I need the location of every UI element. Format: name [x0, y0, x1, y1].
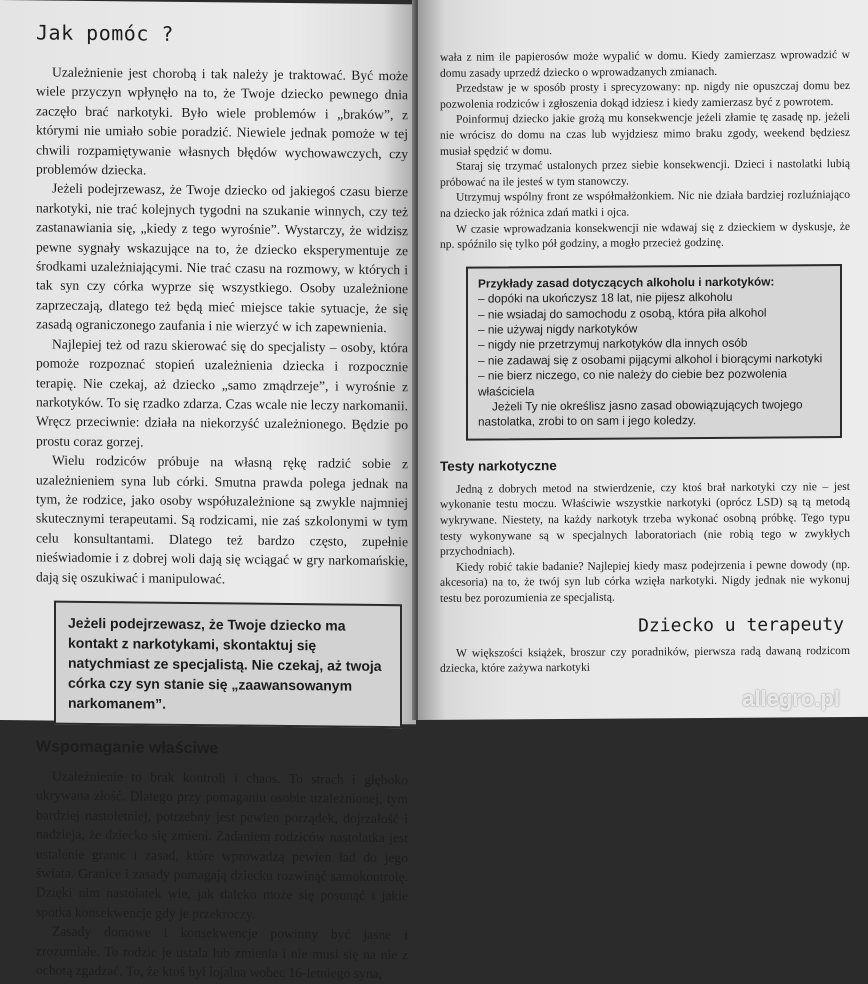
- list-item: – nie używaj nigdy narkotyków: [478, 321, 638, 337]
- paragraph: Jeżeli podejrzewasz, że Twoje dziecko od jakiegoś czasu bierze narkotyki, nie trać kolejnych tygodni na szukanie winnych, czy też zastanawiania się, „kiedy z tego wyrośnie”. Wystarczy, że widzisz pewne sygnały wskazujące na to, że dziecko eksperymentuje ze środkami uzależniającymi. Nie trać czasu na rozmowy, w których i tak syn czy córka wyprze się wszystkiego. Osoby uzależnione zaprzeczają, dlatego też będą mieć miejsce takie sytuacje, że się zasadą ograniczonego zaufania i nie wierzyć w ich zapewnienia.: [36, 180, 408, 336]
- paragraph: Uzależnienie to brak kontroli i chaos. To strach i głęboko ukrywana złość. Dlatego przy pomaganiu osobie uzależnionej, tym bardziej nastoletniej, potrzebny jest pewien porządek, dojrzałość i nadzieja, że dziecko się zmieni. Zadaniem rodziców nastolatka jest ustalenie granic i zasad, które wprowadzą pewien ład do jego świata. Granice i zasady pomagają dziecku rozwinąć samokontrolę. Dzięki nim nastolatek wie, jak daleko może się posunąć i jakie spotka konsekwencje gdy je przekroczy.: [36, 768, 408, 922]
- paragraph: Najlepiej też od razu skierować się do specjalisty – osoby, która pomoże rozpoznać stopień uzależnienia dziecka i rozpocznie terapię. Nie czekaj, aż dziecko „samo zmądrzeje”, i wyrośnie z narkotyków. To się rzadko zdarza. Czas wcale nie leczy narkomanii. Wręcz przeciwnie: działa na niekorzyść uzależnionego. Będzie po prostu coraz gorzej.: [36, 336, 408, 450]
- left-page: [0, 0, 416, 982]
- list-item: – nie zadawaj się z osobami pijącymi alkohol i biorącymi narkotyki: [478, 350, 823, 368]
- page-title: Jak pomóc ?: [36, 20, 174, 46]
- paragraph: Staraj się trzymać ustalonych przez siebie konsekwencji. Dzieci i nastolatki lubią próbować na ile jesteś w tym stanowczy.: [440, 157, 850, 189]
- paragraph: Wielu rodziców próbuje na własną rękę radzić sobie z uzależnieniem syna lub córki. Smutna prawda polega jednak na tym, że rodzice, jako osoby współuzależnione są zwykle najmniej skutecznymi terapeutami. Są rodzicami, nie zaś szkolonymi w tym celu konsultantami. Dlatego też bardzo często, zupełnie nieświadomie i z dobrej woli dają się wciągać w gry narkomańskie, dają się oszukiwać i manipulować.: [36, 452, 408, 586]
- paragraph: W czasie wprowadzania konsekwencji nie wdawaj się z dzieckiem w dyskusje, że np. spóźnilo się tylko pół godziny, a mogło przecież godzinę.: [440, 219, 850, 251]
- paragraph: Poinformuj dziecko jakie grożą mu konsekwencje jeżeli złamie tę zasadę np. jeżeli nie wrócisz do domu na czas lub wyjdziesz mimo braku zgody, weekend będziesz musiał spędzić w domu.: [440, 110, 850, 158]
- callout-box: Jeżeli podejrzewasz, że Twoje dziecko ma kontakt z narkotykami, skontaktuj się natychmiast ze specjalistą. Nie czekaj, aż twoja córka czy syn stanie się „zaawansowanym narkomanem”.: [54, 601, 402, 729]
- section-heading: Testy narkotyczne: [440, 457, 557, 474]
- section-heading: Wspomaganie właściwe: [36, 738, 219, 758]
- list-item: – nie wsiadaj do samochodu z osobą, która piła alkohol: [478, 305, 767, 322]
- paragraph: Kiedy robić takie badanie? Najlepiej kiedy masz podejrzenia i pewne dowody (np. akcesoria) na to, że twój syn lub córka wzięła narkotyki. Nigdy jednak nie wykonuj testu bez porozumienia ze specjalistą.: [440, 557, 850, 605]
- list-item: – nigdy nie przetrzymuj narkotyków dla innych osób: [478, 336, 748, 352]
- paragraph: Utrzymuj wspólny front ze współmałżonkiem. Nic nie działa bardziej rozluźniająco na dziecko jak różnica zdań matki i ojca.: [440, 188, 850, 220]
- rules-box-title: Przykłady zasad dotyczących alkoholu i narkotyków:: [478, 274, 775, 291]
- rules-box-note: Jeżeli Ty nie określisz jasno zasad obowiązujących twojego nastolatka, zrobi to on sam i jego koledzy.: [478, 397, 803, 429]
- rules-list: [478, 289, 830, 399]
- paragraph: wała z nim ile papierosów może wypalić w domu. Kiedy zamierzasz wprowadzić w domu zasady uprzedź dziecko o wprowadzanych zmianach.: [440, 47, 850, 80]
- paragraph: W większości książek, broszur czy poradników, pierwsza radą dawaną rodzicom dziecka, które zażywa narkotyki: [440, 643, 850, 675]
- paragraph: Zasady domowe i konsekwencje powinny być jasne i zrozumiałe. To rodzic je ustala lub zmienia i nie musi się na nie z ochotą zgadzać. To, że ktoś był lojalna wobec 16-letniego syna,: [36, 923, 408, 982]
- list-item: – nie bierz niczego, co nie należy do ciebie bez pozwolenia właściciela: [478, 366, 787, 399]
- paragraph: Przedstaw je w sposób prosty i sprecyzowany: np. nigdy nie opuszczaj domu bez pozwolenia rodziców i zgłoszenia dokąd idziesz i kiedy zamierzasz być z powrotem.: [440, 79, 850, 111]
- watermark: allegro.pl: [742, 686, 840, 711]
- subtitle: Dziecko u terapeuty: [638, 613, 844, 636]
- rules-box: [466, 264, 842, 441]
- right-page: [418, 0, 868, 720]
- paragraph: Uzależnienie jest chorobą i tak należy je traktować. Być może wiele przyczyn wpłynęło na to, że Twoje dziecko pewnego dnia zaczęło brać narkotyki. Było wiele problemów i „braków”, z którymi nie umiało sobie poradzić. Niewiele jednak pomoże w tej chwili rozpamiętywanie własnych błędów wychowawczych, czy problemów dziecka.: [36, 64, 408, 178]
- list-item: – dopóki na ukończysz 18 lat, nie pijesz alkoholu: [478, 289, 733, 306]
- paragraph: Jedną z dobrych metod na stwierdzenie, czy ktoś brał narkotyki czy nie – jest wykonanie testu moczu. Właściwie wszystkie narkotyki (oprócz LSD) są tą metodą wykrywane. Niestety, na każdy narkotyk trzeba wykonać osobną próbkę. Tego typu testy wykonywane są w specjalnych laboratoriach (nie robią tego w zwykłych przychodniach).: [440, 479, 850, 559]
